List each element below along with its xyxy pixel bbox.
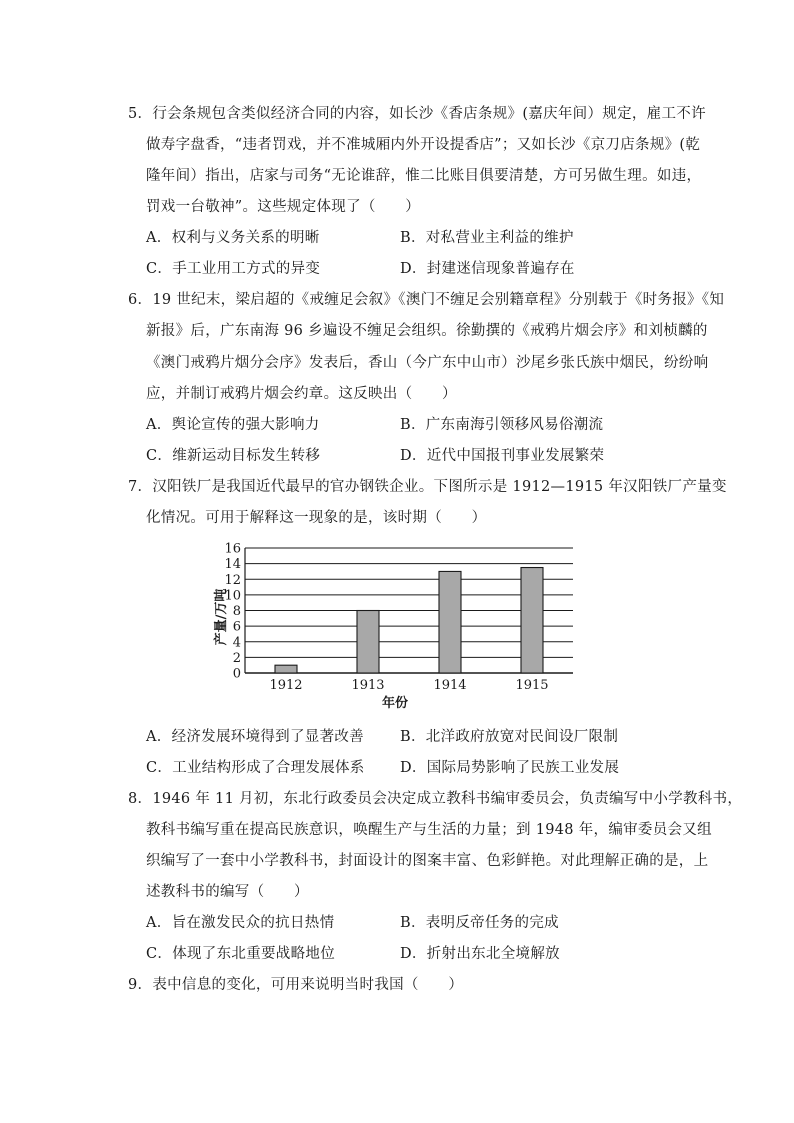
q9-line-1: 9．表中信息的变化，可用来说明当时我国（ ） — [128, 977, 464, 993]
y-tick-label: 10 — [224, 588, 241, 604]
x-axis-label: 年份 — [381, 696, 409, 711]
x-tick-label: 1913 — [351, 678, 385, 693]
q7-line-1: 7．汉阳铁厂是我国近代最早的官办钢铁企业。下图所示是 1912—1915 年汉阳铁厂产量变 — [128, 479, 727, 495]
y-tick-label: 2 — [232, 650, 241, 666]
y-tick-label: 6 — [232, 619, 241, 635]
q6-line-3: 《澳门戒鸦片烟分会序》发表后，香山（今广东中山市）沙尾乡张氏族中烟民，纷纷响 — [146, 355, 709, 371]
chart-ticks — [224, 542, 548, 694]
q6-option-b[interactable]: B．广东南海引领移风易俗潮流 — [400, 417, 604, 433]
q5-line-1: 5．行会条规包含类似经济合同的内容，如长沙《香店条规》(嘉庆年间）规定，雇工不许 — [128, 106, 706, 122]
q6-line-1: 6．19 世纪末，梁启超的《戒缠足会叙》《澳门不缠足会别籍章程》分别载于《时务报》《知 — [128, 292, 725, 308]
q6-option-a[interactable]: A．舆论宣传的强大影响力 — [146, 417, 320, 433]
x-tick-label: 1912 — [269, 678, 303, 693]
q8-line-1: 8．1946 年 11 月初，东北行政委员会决定成立教科书编审委员会，负责编写中小学教科书， — [128, 791, 743, 807]
q5-option-c[interactable]: C．手工业用工方式的异变 — [146, 261, 321, 277]
q5-option-a[interactable]: A．权利与义务关系的明晰 — [146, 230, 320, 246]
q7-line-2: 化情况。可用于解释这一现象的是，该时期（ ） — [146, 510, 487, 526]
y-tick-label: 0 — [232, 666, 241, 682]
bar-1912 — [275, 665, 297, 673]
q6-line-4: 应，并制订戒鸦片烟会约章。这反映出（ ） — [146, 386, 457, 402]
y-tick-label: 16 — [224, 541, 241, 557]
q5-line-4: 罚戏一台敬神”。这些规定体现了（ ） — [146, 199, 421, 215]
q8-line-3: 织编写了一套中小学教科书，封面设计的图案丰富、色彩鲜艳。对此理解正确的是，上 — [146, 853, 709, 869]
q6-line-2: 新报》后，广东南海 96 乡遍设不缠足会组织。徐勤撰的《戒鸦片烟会序》和刘桢麟的 — [146, 323, 708, 339]
bar-1914 — [439, 571, 461, 673]
q7-option-c[interactable]: C．工业结构形成了合理发展体系 — [146, 760, 365, 776]
q8-line-4: 述教科书的编写（ ） — [146, 884, 309, 900]
chart-svg — [205, 535, 595, 715]
q5-option-b[interactable]: B．对私营业主利益的维护 — [400, 230, 574, 246]
y-tick-label: 12 — [224, 572, 241, 588]
q6-option-d[interactable]: D．近代中国报刊事业发展繁荣 — [400, 448, 605, 464]
x-tick-label: 1914 — [433, 678, 467, 693]
q8-line-2: 教科书编写重在提高民族意识，唤醒生产与生活的力量；到 1948 年，编审委员会又组 — [146, 822, 712, 838]
bar-1913 — [357, 611, 379, 674]
y-tick-label: 14 — [224, 557, 241, 573]
q5-line-3: 隆年间）指出，店家与司务“无论谁辞，惟二比账目俱要清楚，方可另做生理。如违， — [146, 168, 702, 184]
bar-1915 — [521, 568, 543, 673]
q8-option-b[interactable]: B．表明反帝任务的完成 — [400, 915, 559, 931]
q8-option-c[interactable]: C．体现了东北重要战略地位 — [146, 946, 335, 962]
q8-option-a[interactable]: A．旨在激发民众的抗日热情 — [146, 915, 335, 931]
q8-option-d[interactable]: D．折射出东北全境解放 — [400, 946, 560, 962]
q5-line-2: 做寿字盘香，“违者罚戏，并不准城厢内外开设提香店”；又如长沙《京刀店条规》(乾 — [146, 137, 701, 153]
q5-option-d[interactable]: D．封建迷信现象普遍存在 — [400, 261, 575, 277]
y-tick-label: 8 — [232, 604, 241, 619]
y-tick-label: 4 — [232, 635, 241, 651]
q6-option-c[interactable]: C．维新运动目标发生转移 — [146, 448, 321, 464]
q7-option-d[interactable]: D．国际局势影响了民族工业发展 — [400, 760, 620, 776]
q7-option-b[interactable]: B．北洋政府放宽对民间设厂限制 — [400, 729, 619, 745]
x-tick-label: 1915 — [515, 678, 549, 693]
y-axis-label: 产量/万吨 — [214, 588, 229, 646]
production-bar-chart — [205, 535, 595, 715]
q7-option-a[interactable]: A．经济发展环境得到了显著改善 — [146, 729, 364, 745]
